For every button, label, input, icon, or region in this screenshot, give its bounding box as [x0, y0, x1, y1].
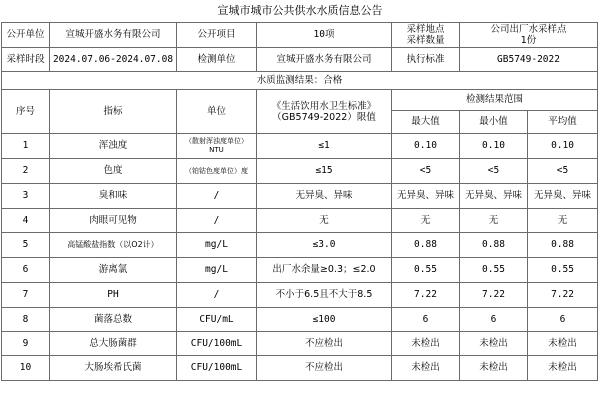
table-row: [2, 258, 598, 283]
info-row-1: [2, 23, 598, 48]
cell-limit[interactable]: 无异臭、异味: [257, 184, 392, 209]
cell-no[interactable]: 3: [2, 184, 50, 209]
cell-indicator[interactable]: 高锰酸盐指数（以O2计）: [50, 233, 177, 258]
standard-label[interactable]: 执行标准: [392, 48, 460, 72]
summary-cell[interactable]: 水质监测结果：合格: [2, 72, 598, 90]
cell-indicator[interactable]: 色度: [50, 159, 177, 184]
cell-unit[interactable]: /: [177, 283, 257, 308]
table-row: [2, 332, 598, 356]
cell-no[interactable]: 2: [2, 159, 50, 184]
cell-indicator[interactable]: 臭和味: [50, 184, 177, 209]
cell-no[interactable]: 9: [2, 332, 50, 356]
cell-limit[interactable]: ≤1: [257, 134, 392, 159]
cell-indicator[interactable]: 游离氯: [50, 258, 177, 283]
header-max[interactable]: 最大值: [392, 111, 460, 134]
cell-limit[interactable]: ≤100: [257, 308, 392, 332]
info-row-2: [2, 48, 598, 72]
cell-unit[interactable]: mg/L: [177, 258, 257, 283]
cell-min[interactable]: 7.22: [460, 283, 528, 308]
cell-unit[interactable]: （铂钴色度单位）度: [177, 159, 257, 184]
publish-unit-value[interactable]: 宣城开盛水务有限公司: [50, 23, 177, 48]
cell-unit[interactable]: /: [177, 209, 257, 233]
standard-value[interactable]: GB5749-2022: [460, 48, 598, 72]
table-row: [2, 308, 598, 332]
header-limit[interactable]: 《生活饮用水卫生标准》 （GB5749-2022）限值: [257, 90, 392, 134]
publish-unit-label[interactable]: 公开单位: [2, 23, 50, 48]
cell-min[interactable]: 无: [460, 209, 528, 233]
cell-max[interactable]: 0.55: [392, 258, 460, 283]
publish-item-value[interactable]: 10项: [257, 23, 392, 48]
sample-site-value[interactable]: 公司出厂水采样点 1份: [460, 23, 598, 48]
cell-avg[interactable]: 7.22: [528, 283, 598, 308]
header-range[interactable]: 检测结果范围: [392, 90, 598, 111]
cell-min[interactable]: 未检出: [460, 332, 528, 356]
cell-limit[interactable]: 无: [257, 209, 392, 233]
cell-avg[interactable]: 无异臭、异味: [528, 184, 598, 209]
cell-no[interactable]: 1: [2, 134, 50, 159]
cell-unit[interactable]: /: [177, 184, 257, 209]
cell-max[interactable]: 未检出: [392, 356, 460, 381]
header-avg[interactable]: 平均值: [528, 111, 598, 134]
cell-no[interactable]: 10: [2, 356, 50, 381]
cell-no[interactable]: 8: [2, 308, 50, 332]
cell-min[interactable]: <5: [460, 159, 528, 184]
table-row: [2, 159, 598, 184]
test-unit-value[interactable]: 宣城开盛水务有限公司: [257, 48, 392, 72]
cell-no[interactable]: 4: [2, 209, 50, 233]
cell-max[interactable]: 6: [392, 308, 460, 332]
cell-limit[interactable]: 不应检出: [257, 332, 392, 356]
cell-avg[interactable]: 0.55: [528, 258, 598, 283]
header-unit[interactable]: 单位: [177, 90, 257, 134]
cell-min[interactable]: 0.88: [460, 233, 528, 258]
cell-unit[interactable]: mg/L: [177, 233, 257, 258]
table-row: [2, 356, 598, 381]
cell-max[interactable]: 无异臭、异味: [392, 184, 460, 209]
sample-site-label[interactable]: 采样地点 采样数量: [392, 23, 460, 48]
cell-min[interactable]: 无异臭、异味: [460, 184, 528, 209]
cell-avg[interactable]: 6: [528, 308, 598, 332]
page-title: 宣城市城市公共供水水质信息公告: [217, 4, 383, 17]
header-no[interactable]: 序号: [2, 90, 50, 134]
table-row: [2, 233, 598, 258]
cell-indicator[interactable]: 大肠埃希氏菌: [50, 356, 177, 381]
cell-no[interactable]: 6: [2, 258, 50, 283]
cell-max[interactable]: 0.10: [392, 134, 460, 159]
cell-max[interactable]: 未检出: [392, 332, 460, 356]
table-row: [2, 184, 598, 209]
sample-period-value[interactable]: 2024.07.06-2024.07.08: [50, 48, 177, 72]
table-row: [2, 209, 598, 233]
cell-avg[interactable]: 无: [528, 209, 598, 233]
cell-min[interactable]: 0.10: [460, 134, 528, 159]
cell-max[interactable]: 0.88: [392, 233, 460, 258]
cell-avg[interactable]: <5: [528, 159, 598, 184]
cell-limit[interactable]: 不小于6.5且不大于8.5: [257, 283, 392, 308]
cell-min[interactable]: 0.55: [460, 258, 528, 283]
table-row: [2, 134, 598, 159]
cell-unit[interactable]: （散射浑浊度单位）NTU: [177, 134, 257, 159]
cell-min[interactable]: 未检出: [460, 356, 528, 381]
cell-max[interactable]: <5: [392, 159, 460, 184]
cell-avg[interactable]: 0.88: [528, 233, 598, 258]
cell-avg[interactable]: 未检出: [528, 356, 598, 381]
cell-unit[interactable]: CFU/100mL: [177, 332, 257, 356]
summary-row: [2, 72, 598, 90]
cell-indicator[interactable]: PH: [50, 283, 177, 308]
cell-avg[interactable]: 0.10: [528, 134, 598, 159]
sample-period-label[interactable]: 采样时段: [2, 48, 50, 72]
cell-limit[interactable]: ≤3.0: [257, 233, 392, 258]
cell-min[interactable]: 6: [460, 308, 528, 332]
cell-limit[interactable]: 不应检出: [257, 356, 392, 381]
cell-max[interactable]: 无: [392, 209, 460, 233]
cell-no[interactable]: 5: [2, 233, 50, 258]
cell-limit[interactable]: 出厂水余量≥0.3；≤2.0: [257, 258, 392, 283]
cell-avg[interactable]: 未检出: [528, 332, 598, 356]
data-rows: [2, 134, 598, 381]
cell-max[interactable]: 7.22: [392, 283, 460, 308]
cell-indicator[interactable]: 浑浊度: [50, 134, 177, 159]
cell-limit[interactable]: ≤15: [257, 159, 392, 184]
table-row: [2, 283, 598, 308]
header-indicator[interactable]: 指标: [50, 90, 177, 134]
water-quality-table: [1, 22, 598, 381]
publish-item-label[interactable]: 公开项目: [177, 23, 257, 48]
cell-indicator[interactable]: 总大肠菌群: [50, 332, 177, 356]
cell-unit[interactable]: CFU/mL: [177, 308, 257, 332]
test-unit-label[interactable]: 检测单位: [177, 48, 257, 72]
cell-indicator[interactable]: 肉眼可见物: [50, 209, 177, 233]
header-row-1: [2, 90, 598, 111]
cell-indicator[interactable]: 菌落总数: [50, 308, 177, 332]
cell-no[interactable]: 7: [2, 283, 50, 308]
cell-unit[interactable]: CFU/100mL: [177, 356, 257, 381]
header-min[interactable]: 最小值: [460, 111, 528, 134]
